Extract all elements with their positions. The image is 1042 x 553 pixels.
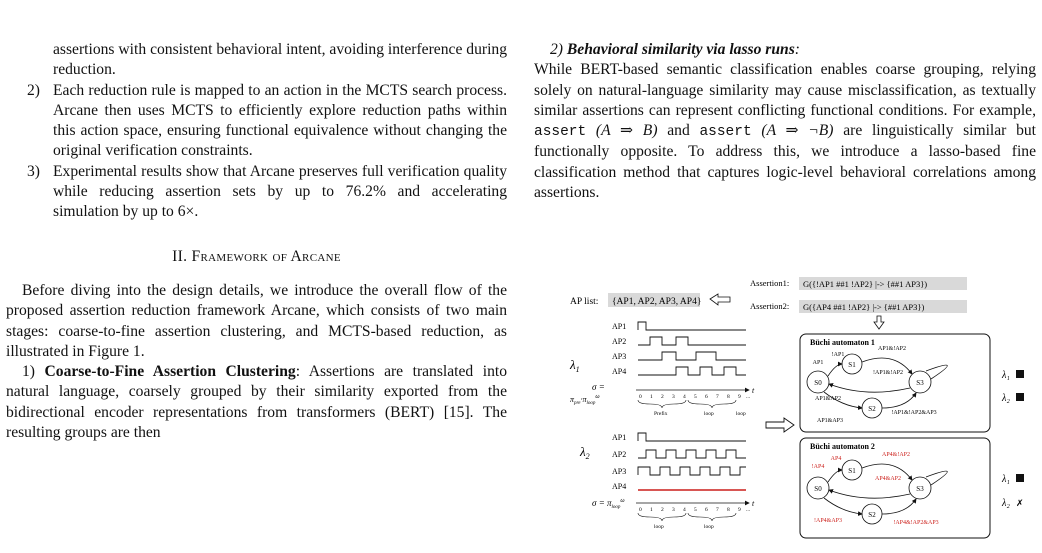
check-icon bbox=[1016, 474, 1024, 482]
svg-text:5: 5 bbox=[694, 394, 697, 400]
loop-label-1: loop bbox=[704, 411, 714, 417]
cross-icon: ✗ bbox=[1016, 498, 1024, 508]
svg-text:3: 3 bbox=[672, 394, 675, 400]
wave-ap1 bbox=[638, 322, 746, 330]
lasso-paragraph bbox=[534, 60, 1036, 203]
wave2-ap1 bbox=[638, 433, 746, 441]
svg-text:9: 9 bbox=[738, 507, 741, 513]
signal-label-ap2-b: AP2 bbox=[612, 450, 627, 459]
svg-text:!AP4&!AP2&AP3: !AP4&!AP2&AP3 bbox=[893, 520, 939, 526]
svg-text:S1: S1 bbox=[848, 467, 856, 475]
svg-text:1: 1 bbox=[650, 507, 653, 513]
lambda2-label: $\lambda_2$ bbox=[580, 444, 590, 461]
result-a1-lambda1: λ₁ bbox=[1002, 370, 1010, 381]
time-ticks-1 bbox=[639, 394, 751, 400]
sigma-label-1: σ = bbox=[592, 382, 605, 392]
svg-text:7: 7 bbox=[716, 394, 719, 400]
list-item-text: Each reduction rule is mapped to an action in the MCTS search process. Arcane then uses MCTS to efficiently explore reduction paths within this action space, ensuring functional equivalence without changing the original verification constraints. bbox=[53, 81, 507, 160]
svg-text:4: 4 bbox=[683, 507, 686, 513]
section-heading-text: II. Framework of Arcane bbox=[172, 247, 341, 265]
left-column bbox=[6, 40, 507, 443]
svg-text:!AP4&AP3: !AP4&AP3 bbox=[813, 518, 843, 524]
assertion2-value: G({AP4 ##1 !AP2} |-> {##1 AP3}) bbox=[803, 302, 925, 312]
right-column bbox=[534, 40, 1036, 203]
brace-prefix bbox=[638, 400, 686, 408]
svg-text:...: ... bbox=[746, 507, 751, 513]
svg-text:AP1&AP3: AP1&AP3 bbox=[816, 418, 844, 424]
intro-tail: assertions with consistent behavioral intent, avoiding interference during reduction. bbox=[53, 41, 507, 79]
framework-paragraph: Before diving into the design details, we introduce the overall flow of the proposed assertion reduction framework Arcane, which consists of two main stages: coarse-to-fine assertion clustering, and MCTS-based reduction, as illustrated in Figure 1. bbox=[6, 281, 507, 360]
lasso-text-b: are linguistically similar but functionally opposite. To address this, we introduce a lasso-based fine classification method that captures logic-level behavioral correlations among assertions. bbox=[534, 122, 1036, 202]
signal-label-ap3-b: AP3 bbox=[612, 467, 627, 476]
left-arrow-icon bbox=[710, 294, 730, 305]
svg-text:2: 2 bbox=[661, 394, 664, 400]
wave-ap4 bbox=[638, 367, 746, 375]
automaton2-title: Büchi automaton 2 bbox=[810, 442, 875, 451]
sigma-label-2: $\sigma = \pi_{loop}^\omega$ bbox=[592, 498, 625, 510]
lambda2-waveforms bbox=[638, 433, 746, 475]
check-icon bbox=[1016, 370, 1024, 378]
signal-label-ap2: AP2 bbox=[612, 337, 627, 346]
result-a2-lambda2: λ₂ bbox=[1002, 498, 1010, 509]
svg-text:4: 4 bbox=[683, 394, 686, 400]
svg-text:AP1&AP2: AP1&AP2 bbox=[814, 396, 842, 402]
signal-label-ap1: AP1 bbox=[612, 322, 627, 331]
prefix-label: Prefix bbox=[654, 411, 668, 417]
svg-text:0: 0 bbox=[639, 394, 642, 400]
automaton2-labels bbox=[812, 452, 939, 526]
svg-text:S0: S0 bbox=[814, 485, 822, 493]
loop-label-2a: loop bbox=[654, 524, 664, 530]
result-a2-lambda1: λ₁ bbox=[1002, 474, 1010, 485]
svg-text:8: 8 bbox=[727, 394, 730, 400]
automaton1-title: Büchi automaton 1 bbox=[810, 338, 875, 347]
svg-text:S1: S1 bbox=[848, 361, 856, 369]
list-item bbox=[6, 162, 507, 223]
expression-1: (A ⇒ B) bbox=[595, 122, 658, 140]
automaton1-states bbox=[807, 354, 947, 418]
result-a1-lambda2: λ₂ bbox=[1002, 393, 1010, 404]
subsection-heading: 2) Behavioral similarity via lasso runs: bbox=[550, 41, 800, 58]
assertion1-value: G({!AP1 ##1 !AP2} |-> {##1 AP3}) bbox=[803, 279, 928, 289]
clustering-text: : Assertions are translated into natural language, coarsely grouped by their similarity exported from the bidirectional encoder representations from transformers (BERT) [15]. The resulting groups are then bbox=[6, 363, 508, 442]
time-ticks-2 bbox=[639, 507, 751, 513]
assertion2-label: Assertion2: bbox=[750, 301, 790, 311]
wave-ap3 bbox=[638, 352, 746, 360]
svg-text:AP4&!AP2: AP4&!AP2 bbox=[881, 452, 911, 458]
and-word: and bbox=[667, 122, 690, 140]
list-item-number: 3) bbox=[27, 162, 40, 180]
svg-text:1: 1 bbox=[650, 394, 653, 400]
figure-svg bbox=[566, 276, 1026, 548]
svg-text:2: 2 bbox=[661, 507, 664, 513]
brace-loop1 bbox=[688, 400, 736, 408]
pi-formula-1: $\pi_{pre}\cdot\pi_{loop}^\omega$ bbox=[570, 394, 600, 406]
wave-ap2 bbox=[638, 337, 746, 345]
svg-text:!AP1: !AP1 bbox=[831, 352, 845, 358]
svg-text:AP1: AP1 bbox=[812, 360, 824, 366]
subsection-title: Behavioral similarity via lasso runs bbox=[566, 41, 795, 58]
signal-label-ap3: AP3 bbox=[612, 352, 627, 361]
svg-text:0: 0 bbox=[639, 507, 642, 513]
signal-label-ap1-b: AP1 bbox=[612, 433, 627, 442]
svg-text:AP1&!AP2: AP1&!AP2 bbox=[877, 346, 907, 352]
assertion1-label: Assertion1: bbox=[750, 278, 790, 288]
ap-list-value: {AP1, AP2, AP3, AP4} bbox=[612, 297, 702, 307]
svg-text:7: 7 bbox=[716, 507, 719, 513]
svg-text:AP4: AP4 bbox=[830, 456, 842, 462]
contribution-list bbox=[6, 81, 507, 223]
lasso-text-a: While BERT-based semantic classification enables coarse grouping, relying solely on natural-language similarity may cause misclassification, as textually similar assertions can represent conflicting functional conditions. For example, bbox=[534, 61, 1036, 119]
lambda1-waveforms bbox=[638, 322, 746, 375]
lambda1-label: $\lambda_1$ bbox=[570, 357, 580, 374]
automaton2-states bbox=[807, 460, 947, 524]
brace-loop2a bbox=[638, 513, 686, 521]
brace-loop2b bbox=[688, 513, 736, 521]
svg-text:AP4&AP2: AP4&AP2 bbox=[874, 476, 902, 482]
svg-text:!AP1&!AP2: !AP1&!AP2 bbox=[872, 370, 904, 376]
section-heading bbox=[6, 247, 507, 267]
wave2-ap3 bbox=[638, 467, 746, 475]
subsection-number: 2) bbox=[550, 41, 563, 58]
expression-2: (A ⇒ ¬B) bbox=[761, 122, 834, 140]
running-header bbox=[0, 0, 1042, 12]
svg-text:S2: S2 bbox=[868, 405, 876, 413]
list-item bbox=[6, 81, 507, 162]
ap-list-label: AP list: bbox=[570, 297, 599, 307]
svg-text:9: 9 bbox=[738, 394, 741, 400]
list-item-text: Experimental results show that Arcane preserves full verification quality while reducing assertion sets by up to 76.2% and accelerating simulation by up to 6×. bbox=[53, 162, 507, 221]
svg-text:S3: S3 bbox=[916, 379, 924, 387]
svg-text:6: 6 bbox=[705, 507, 708, 513]
check-icon bbox=[1016, 393, 1024, 401]
loop-label-1b: loop bbox=[736, 411, 746, 417]
list-item-number: 2) bbox=[27, 81, 40, 99]
svg-text:S0: S0 bbox=[814, 379, 822, 387]
signal-label-ap4: AP4 bbox=[612, 367, 627, 376]
svg-text:...: ... bbox=[746, 394, 751, 400]
svg-text:6: 6 bbox=[705, 394, 708, 400]
down-arrow-icon bbox=[874, 316, 884, 329]
svg-text:!AP4: !AP4 bbox=[811, 464, 825, 470]
clustering-bold-term: Coarse-to-Fine Assertion Clustering bbox=[44, 363, 296, 381]
svg-text:S2: S2 bbox=[868, 511, 876, 519]
svg-text:!AP1&!AP2&AP3: !AP1&!AP2&AP3 bbox=[891, 410, 937, 416]
svg-text:S3: S3 bbox=[916, 485, 924, 493]
wave2-ap2 bbox=[638, 450, 746, 458]
assert-keyword-1: assert bbox=[534, 124, 587, 141]
loop-label-2b: loop bbox=[704, 524, 714, 530]
assert-keyword-2: assert bbox=[699, 124, 752, 141]
svg-text:3: 3 bbox=[672, 507, 675, 513]
time-label-2: t bbox=[752, 499, 755, 508]
time-label-1: t bbox=[752, 386, 755, 395]
right-arrow-icon bbox=[766, 418, 794, 432]
clustering-paragraph bbox=[6, 362, 507, 443]
framework-figure bbox=[566, 276, 1026, 548]
signal-label-ap4-b: AP4 bbox=[612, 482, 627, 491]
clustering-number: 1) bbox=[22, 363, 35, 381]
svg-text:5: 5 bbox=[694, 507, 697, 513]
svg-text:8: 8 bbox=[727, 507, 730, 513]
